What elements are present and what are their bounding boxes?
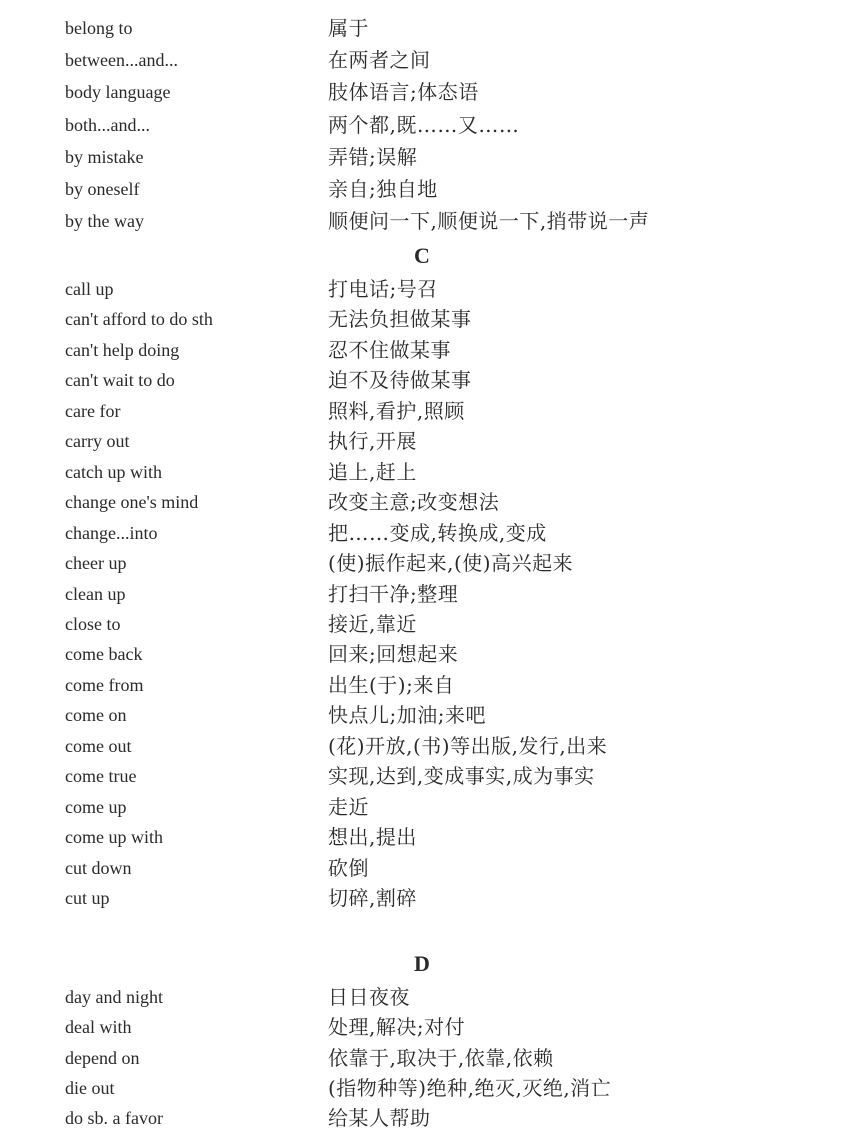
chinese-meaning: 快点儿;加油;来吧 [328, 703, 486, 728]
english-phrase: cheer up [65, 553, 127, 574]
english-phrase: cut up [65, 888, 110, 908]
chinese-meaning: 弄错;误解 [328, 144, 418, 169]
vocab-entry [0, 142, 844, 172]
english-phrase: can't afford to do sth [65, 309, 213, 330]
vocab-entry [0, 457, 844, 487]
english-phrase: cut down [65, 857, 132, 878]
vocab-entry [0, 1103, 844, 1133]
vocab-entry [0, 487, 844, 517]
vocab-entry [0, 792, 844, 822]
vocab-entry [0, 1043, 844, 1073]
chinese-meaning: 把……变成,转换成,变成 [328, 520, 547, 545]
vocab-entry [0, 396, 844, 426]
chinese-meaning: 改变主意;改变想法 [328, 490, 500, 515]
vocab-entry [0, 982, 844, 1012]
vocab-entry [0, 518, 844, 548]
english-phrase: care for [65, 400, 121, 421]
vocab-entry [0, 206, 844, 236]
english-phrase: change...into [65, 522, 158, 543]
english-phrase: body language [65, 82, 171, 103]
vocab-entry [0, 639, 844, 669]
chinese-meaning: 接近,靠近 [328, 611, 417, 636]
english-phrase: come up with [65, 827, 163, 848]
chinese-meaning: 砍倒 [328, 855, 369, 880]
chinese-meaning: 走近 [328, 794, 369, 819]
chinese-meaning: 无法负担做某事 [328, 307, 472, 332]
section-letter-heading: D [414, 951, 430, 976]
vocab-entry [0, 335, 844, 365]
vocab-entry [0, 579, 844, 609]
chinese-meaning: 两个都,既……又…… [328, 112, 520, 137]
english-phrase: belong to [65, 18, 133, 38]
vocab-entry [0, 548, 844, 578]
chinese-meaning: 想出,提出 [328, 825, 417, 850]
chinese-meaning: 处理,解决;对付 [328, 1015, 466, 1040]
english-phrase: catch up with [65, 461, 162, 482]
english-phrase: come back [65, 644, 143, 665]
chinese-meaning: 实现,达到,变成事实,成为事实 [328, 764, 595, 789]
vocab-entry [0, 700, 844, 730]
chinese-meaning: 顺便问一下,顺便说一下,捎带说一声 [328, 209, 650, 234]
vocab-entry [0, 77, 844, 107]
english-phrase: come true [65, 766, 137, 787]
vocab-entry [0, 13, 844, 43]
vocab-entry [0, 670, 844, 700]
chinese-meaning: 属于 [328, 16, 369, 40]
chinese-meaning: 照料,看护,照顾 [328, 398, 465, 423]
english-phrase: close to [65, 613, 121, 634]
english-phrase: day and night [65, 987, 163, 1007]
english-phrase: deal with [65, 1017, 132, 1038]
chinese-meaning: 回来;回想起来 [328, 642, 459, 667]
vocab-entry [0, 822, 844, 852]
english-phrase: come from [65, 674, 144, 695]
vocab-entry [0, 274, 844, 304]
vocab-entry [0, 45, 844, 75]
chinese-meaning: 追上,赶上 [328, 459, 417, 484]
english-phrase: come up [65, 796, 127, 817]
english-phrase: die out [65, 1077, 115, 1098]
english-phrase: call up [65, 279, 114, 299]
english-phrase: both...and... [65, 114, 150, 135]
vocab-entry [0, 365, 844, 395]
english-phrase: can't wait to do [65, 370, 175, 391]
english-phrase: come on [65, 705, 127, 726]
english-phrase: clean up [65, 583, 126, 604]
vocab-entry [0, 853, 844, 883]
english-phrase: can't help doing [65, 339, 180, 360]
english-phrase: between...and... [65, 50, 178, 71]
vocab-entry [0, 731, 844, 761]
chinese-meaning: (指物种等)绝种,绝灭,灭绝,消亡 [328, 1075, 612, 1100]
chinese-meaning: 打电话;号召 [328, 277, 438, 301]
vocab-entry [0, 1073, 844, 1103]
vocab-entry [0, 426, 844, 456]
english-phrase: by oneself [65, 179, 140, 199]
chinese-meaning: 出生(于);来自 [328, 672, 455, 697]
chinese-meaning: 迫不及待做某事 [328, 368, 472, 393]
chinese-meaning: 肢体语言;体态语 [328, 80, 479, 105]
vocab-entry [0, 761, 844, 791]
vocab-entry [0, 1012, 844, 1042]
english-phrase: change one's mind [65, 492, 199, 513]
chinese-meaning: 亲自;独自地 [328, 177, 438, 201]
chinese-meaning: 切碎,割碎 [328, 886, 417, 910]
vocab-entry [0, 609, 844, 639]
vocab-entry [0, 883, 844, 913]
english-phrase: carry out [65, 431, 130, 452]
section-letter-heading: C [414, 243, 430, 268]
english-phrase: by mistake [65, 146, 144, 167]
chinese-meaning: 打扫干净;整理 [328, 581, 459, 606]
chinese-meaning: 忍不住做某事 [328, 337, 451, 362]
chinese-meaning: (花)开放,(书)等出版,发行,出来 [328, 733, 608, 758]
english-phrase: do sb. a favor [65, 1108, 163, 1128]
chinese-meaning: 执行,开展 [328, 429, 417, 454]
vocab-entry [0, 174, 844, 204]
chinese-meaning: 给某人帮助 [328, 1106, 431, 1130]
chinese-meaning: 在两者之间 [328, 48, 431, 73]
chinese-meaning: 日日夜夜 [328, 985, 410, 1009]
chinese-meaning: (使)振作起来,(使)高兴起来 [328, 551, 574, 576]
chinese-meaning: 依靠于,取决于,依靠,依赖 [328, 1045, 554, 1070]
vocab-entry [0, 110, 844, 140]
vocab-entry [0, 304, 844, 334]
english-phrase: come out [65, 735, 132, 756]
english-phrase: by the way [65, 211, 144, 232]
english-phrase: depend on [65, 1047, 140, 1068]
